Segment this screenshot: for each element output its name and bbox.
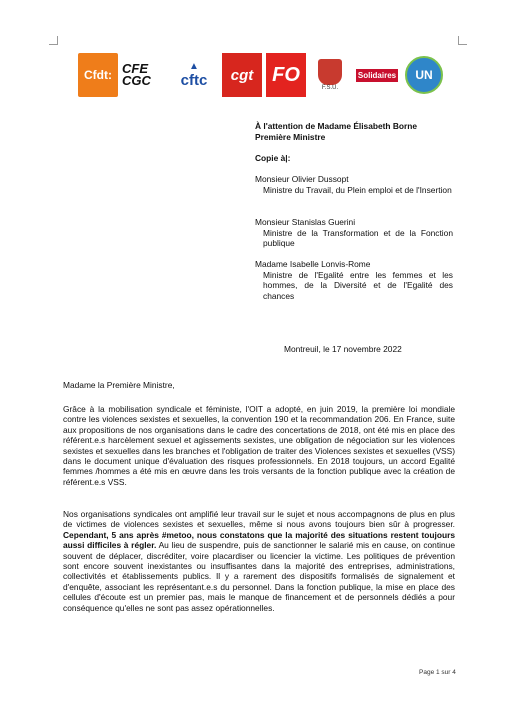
union-logos [78,52,444,98]
cfe-cgc-logo: CFE CGC [122,61,151,88]
cgt-logo: cgt [222,53,262,97]
solidaires-logo: Solidaires [357,70,397,80]
copy-label: Copie à|: [255,153,291,163]
fsu-logo: F.S.U. [310,53,350,97]
recipient-name: Monsieur Olivier Dussopt [255,174,349,184]
paragraph-2-text: Nos organisations syndicales ont amplifié leur travail sur le sujet et nous accompagnons de plus en plus de victimes de violences sexistes et sexuelles, même si nous avons toujours bien sûr à progresser. [63,509,455,530]
paragraph-2 [63,509,455,613]
recipient-name: Madame Isabelle Lonvis-Rome [255,259,371,269]
paragraph-1: Grâce à la mobilisation syndicale et féministe, l'OIT a adopté, en juin 2019, la première loi mondiale contre les violences sexistes et sexuelles, la convention 190 et la recommandation 206. En France, suite aux propositions de nos organisations dans le cadre des concertations de 2018, ont été mis en place des référent.e.s harcèlement sexuel et agissements sexistes, une obligation de négociation sur les violences sexistes et sexuelles dans les branches et l'obligation de traiter des Violences sexistes et sexuelles (VSS) dans le document unique d'évaluation des risques professionnels. En 2018 toujours, un accord Egalité femmes /hommes a été mis en œuvre dans les trois versants de la fonction publique avec la création de référent.e.s VSS. [63,404,455,487]
cfdt-logo: Cfdt: [78,53,118,97]
recipient-title: Ministre du Travail, du Plein emploi et de l'Insertion [263,185,452,195]
recipient-title: Ministre de l'Egalité entre les femmes et les hommes, de la Diversité et de l'Egalité des chances [263,270,453,301]
margin-marker-left [49,36,58,45]
recipient-name: Monsieur Stanislas Guerini [255,217,356,227]
bird-icon: ▲ [189,60,199,72]
date-line: Montreuil, le 17 novembre 2022 [284,344,402,354]
page-number: Page 1 sur 4 [419,669,456,676]
cftc-logo: ▲ cftc [180,60,208,89]
unsa-logo: UN [404,53,444,97]
margin-marker-right [458,36,467,45]
salutation: Madame la Première Ministre, [63,380,175,390]
addressee-title: Première Ministre [255,132,326,142]
paragraph-2-emphasis: Cependant, 5 ans après #metoo, nous constatons que la majorité des situations restent toujours aussi difficiles à régler. [63,529,455,551]
recipient-title: Ministre de la Transformation et de la Fonction publique [263,228,453,249]
fsu-mark-icon [318,59,342,85]
fo-logo: FO [266,53,306,97]
addressee-line: À l'attention de Madame Élisabeth Borne [255,121,418,131]
paragraph-2-text-end: Au lieu de suspendre, puis de sanctionner le salarié mis en cause, on continue souvent de déplacer, discréditer, voire placardiser ou licencier la victime. Les politiques de prévention sont encore souvent inexistantes ou insuffisantes dans la majorité des entreprises, administrations, collectivités et établissements publics. Il y a rarement des dispositifs formalisés de signalement et d'enquête, associant les représentant.e.s du personnel. Dans la fonction publique, la mise en place des cellules d'écoute est un premier pas, mais le manque de financement et de personnels dédiés a pour conséquence qu'elles ne sont pas assez opérationnelles. [63,540,456,613]
